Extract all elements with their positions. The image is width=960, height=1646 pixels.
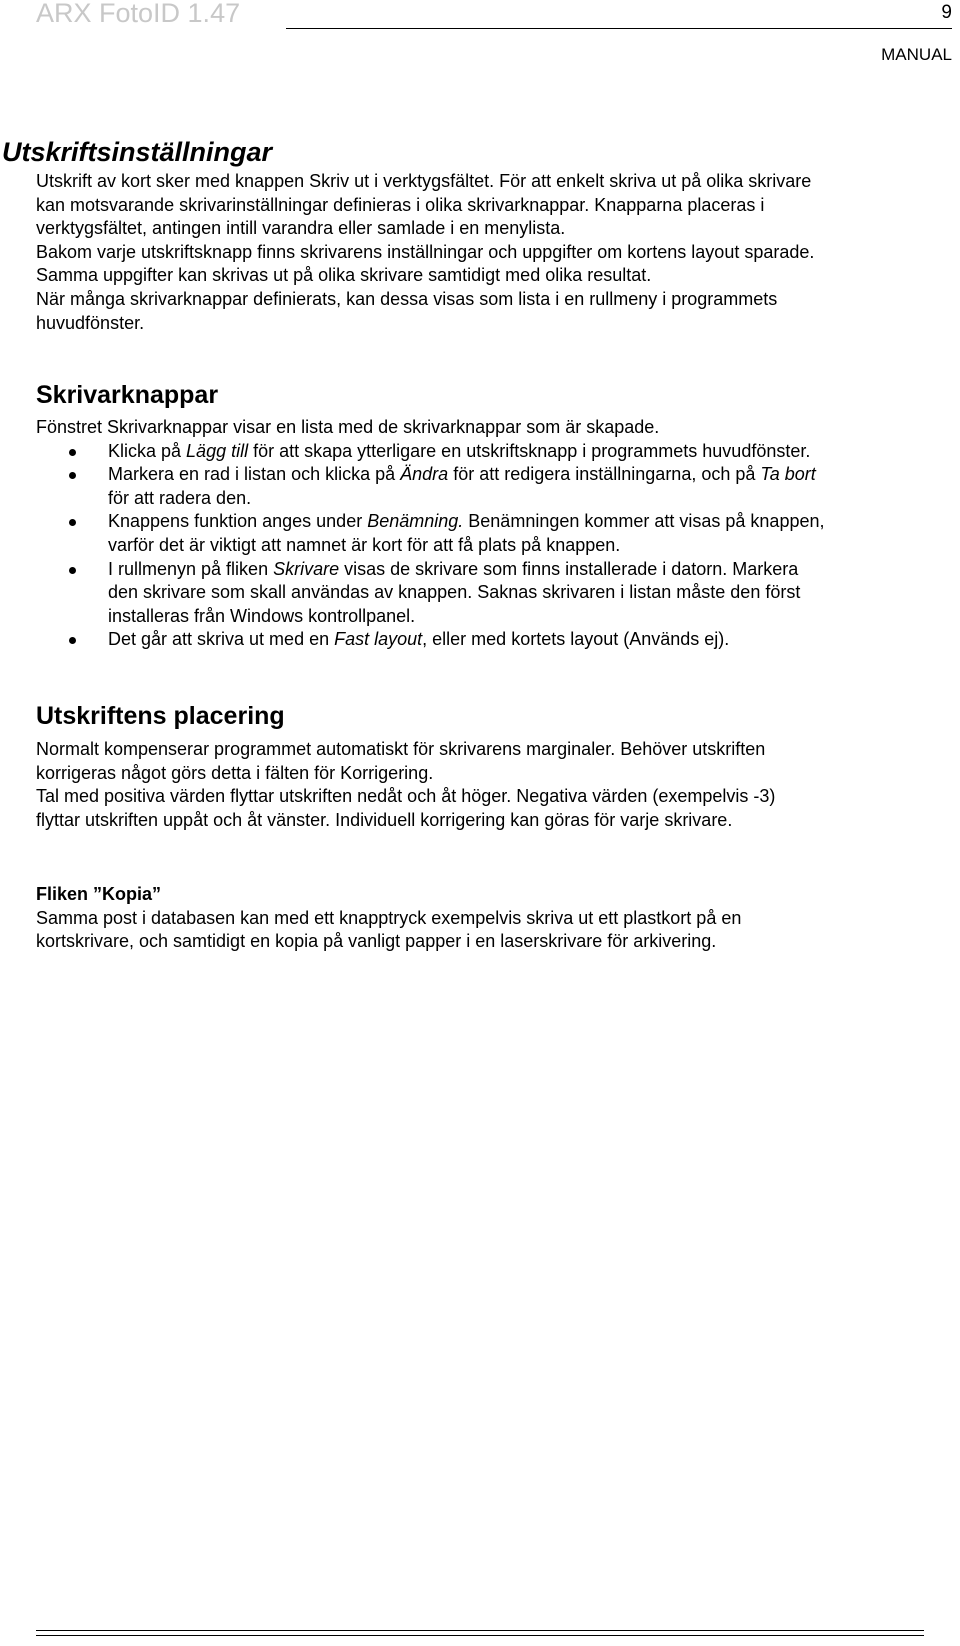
list-item: Det går att skriva ut med en Fast layout, eller med kortets layout (Används ej). <box>36 628 941 652</box>
section-utskriftsinstallningar-body <box>36 170 941 335</box>
list-item: Markera en rad i listan och klicka på Ändra för att redigera inställningarna, och på Ta bort för att radera den. <box>36 463 941 510</box>
bullet-icon <box>69 519 76 526</box>
bullet-list <box>36 440 941 652</box>
bullet-icon <box>69 472 76 479</box>
paragraph-line: kortskrivare, och samtidigt en kopia på vanligt papper i en laserskrivare för arkivering. <box>36 931 717 952</box>
bullet-icon <box>69 637 76 644</box>
paragraph-line: korrigeras något görs detta i fälten för Korrigering. <box>36 762 434 783</box>
paragraph-line: huvudfönster. <box>36 312 145 333</box>
section-heading-skrivarknappar: Skrivarknappar <box>36 381 219 409</box>
bullet-icon <box>69 449 76 456</box>
list-item: I rullmenyn på fliken Skrivare visas de skrivare som finns installerade i datorn. Markera den skrivare som skall användas av knappen. Saknas skrivaren i listan måste den först installeras från Windows kontrollpanel. <box>36 558 941 629</box>
paragraph-line: När många skrivarknappar definierats, kan dessa visas som lista i en rullmeny i programmets <box>36 288 778 309</box>
section-skrivarknappar <box>36 380 941 652</box>
page-number: 9 <box>941 2 952 23</box>
header-title: ARX FotoID 1.47 <box>36 0 241 28</box>
paragraph-line: verktygsfältet, antingen intill varandra eller samlade i en menylista. <box>36 218 566 239</box>
paragraph-line: Tal med positiva värden flyttar utskriften nedåt och åt höger. Negativa värden (exempelvis -3) <box>36 786 776 807</box>
footer-rule-bottom <box>36 1635 924 1636</box>
section-utskriftens-placering <box>36 701 941 832</box>
header-rule <box>286 28 952 29</box>
section-heading-fliken-kopia: Fliken ”Kopia” <box>36 884 162 904</box>
section-heading-utskriftsinstallningar: Utskriftsinställningar <box>2 137 273 167</box>
paragraph-line: kan motsvarande skrivarinställningar definieras i olika skrivarknappar. Knapparna placeras i <box>36 194 765 215</box>
paragraph-line: Normalt kompenserar programmet automatiskt för skrivarens marginaler. Behöver utskriften <box>36 739 766 759</box>
list-item: Knappens funktion anges under Benämning. Benämningen kommer att visas på knappen, varför det är viktigt att namnet är kort för att få plats på knappen. <box>36 510 941 557</box>
paragraph-line: Samma uppgifter kan skrivas ut på olika skrivare samtidigt med olika resultat. <box>36 265 652 286</box>
section-heading-utskriftens-placering: Utskriftens placering <box>36 702 285 730</box>
list-item: Klicka på Lägg till för att skapa ytterligare en utskriftsknapp i programmets huvudfönster. <box>36 440 941 464</box>
section-fliken-kopia <box>36 883 941 954</box>
paragraph-line: Utskrift av kort sker med knappen Skriv ut i verktygsfältet. För att enkelt skriva ut på olika skrivare <box>36 171 812 191</box>
paragraph-line: Bakom varje utskriftsknapp finns skrivarens inställningar och uppgifter om kortens layout sparade. <box>36 241 815 262</box>
section-intro: Fönstret Skrivarknappar visar en lista med de skrivarknappar som är skapade. <box>36 417 660 437</box>
manual-label: MANUAL <box>881 45 952 64</box>
footer-rule-top <box>36 1630 924 1631</box>
paragraph-line: flyttar utskriften uppåt och åt vänster. Individuell korrigering kan göras för varje skrivare. <box>36 809 733 830</box>
paragraph-line: Samma post i databasen kan med ett knapptryck exempelvis skriva ut ett plastkort på en <box>36 907 742 928</box>
bullet-icon <box>69 567 76 574</box>
